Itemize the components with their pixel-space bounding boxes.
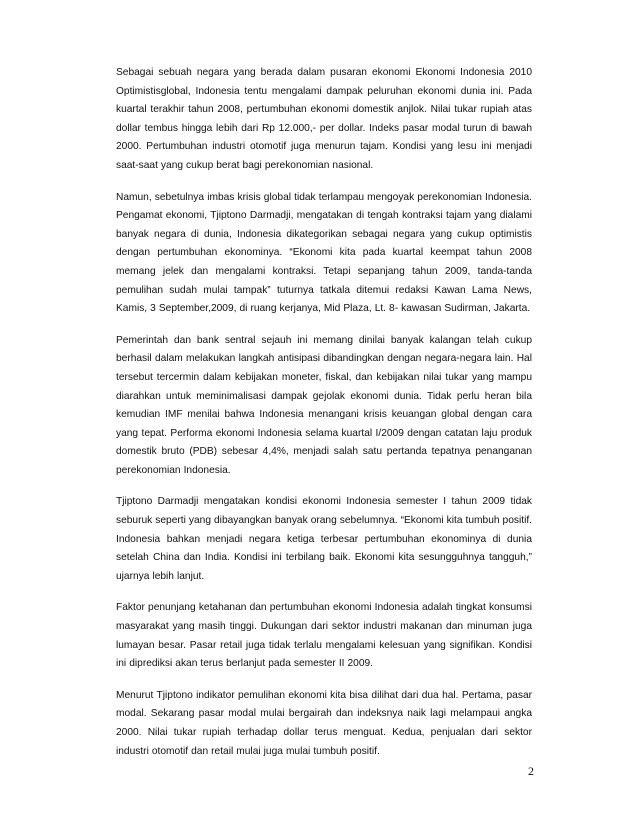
paragraph-5: Faktor penunjang ketahanan dan pertumbuhan ekonomi Indonesia adalah tingkat konsumsi masyarakat yang masih tinggi. Dukungan dari sektor industri makanan dan minuman juga lumayan besar. Pasar retail juga tidak terlalu mengalami kelesuan yang signifikan. Kondisi ini diprediksi akan terus berlanjut pada semester II 2009. <box>116 602 532 670</box>
paragraph-2: Namun, sebetulnya imbas krisis global tidak terlampau mengoyak perekonomian Indonesia. Pengamat ekonomi, Tjiptono Darmadji, mengatakan di tengah kontraksi tajam yang dialami banyak negara di dunia, Indonesia dikategorikan sebagai negara yang cukup optimistis dengan pertumbuhan ekonominya. “Ekonomi kita pada kuartal keempat tahun 2008 memang jelek dan mengalami kontraksi. Tetapi sepanjang tahun 2009, tanda-tanda pemulihan sudah mulai tampak” tuturnya tatkala ditemui redaksi Kawan Lama News, Kamis, 3 September,2009, di ruang kerjanya, Mid Plaza, Lt. 8- kawasan Sudirman, Jakarta. <box>116 191 532 315</box>
paragraph-3: Pemerintah dan bank sentral sejauh ini memang dinilai banyak kalangan telah cukup berhasil dalam melakukan langkah antisipasi dibandingkan dengan negara-negara lain. Hal tersebut tercermin dalam kebijakan moneter, fiskal, dan kebijakan nilai tukar yang mampu diarahkan untuk meminimalisasi dampak gejolak ekonomi dunia. Tidak perlu heran bila kemudian IMF menilai bahwa Indonesia menangani krisis keuangan global dengan cara yang tepat. Performa ekonomi Indonesia selama kuartal I/2009 dengan catatan laju produk domestik bruto (PDB) sebesar 4,4%, menjadi salah satu pertanda tepatnya penanganan perekonomian Indonesia. <box>116 334 532 476</box>
paragraph-6: Menurut Tjiptono indikator pemulihan ekonomi kita bisa dilihat dari dua hal. Pertama, pasar modal. Sekarang pasar modal mulai bergairah dan indeksnya naik lagi melampaui angka 2000. Nilai tukar rupiah terhadap dollar terus menguat. Kedua, penjualan dari sektor industri otomotif dan retail mulai juga mulai tumbuh positif. <box>116 689 532 757</box>
page-number: 2 <box>528 764 534 778</box>
paragraph-4: Tjiptono Darmadji mengatakan kondisi ekonomi Indonesia semester I tahun 2009 tidak seburuk seperti yang dibayangkan banyak orang sebelumnya. “Ekonomi kita tumbuh positif. Indonesia bahkan menjadi negara ketiga terbesar pertumbuhan ekonominya di dunia setelah China dan India. Kondisi ini terbilang baik. Ekonomi kita sesungguhnya tangguh,” ujarnya lebih lanjut. <box>116 496 532 582</box>
body-text <box>116 64 532 774</box>
paragraph-1: Sebagai sebuah negara yang berada dalam pusaran ekonomi Ekonomi Indonesia 2010 Optimistisglobal, Indonesia tentu mengalami dampak peluruhan ekonomi dunia ini. Pada kuartal terakhir tahun 2008, pertumbuhan ekonomi domestik anjlok. Nilai tukar rupiah atas dollar tembus hingga lebih dari Rp 12.000,- per dollar. Indeks pasar modal turun di bawah 2000. Pertumbuhan industri otomotif juga menurun tajam. Kondisi yang lesu ini menjadi saat-saat yang cukup berat bagi perekonomian nasional. <box>116 67 532 171</box>
